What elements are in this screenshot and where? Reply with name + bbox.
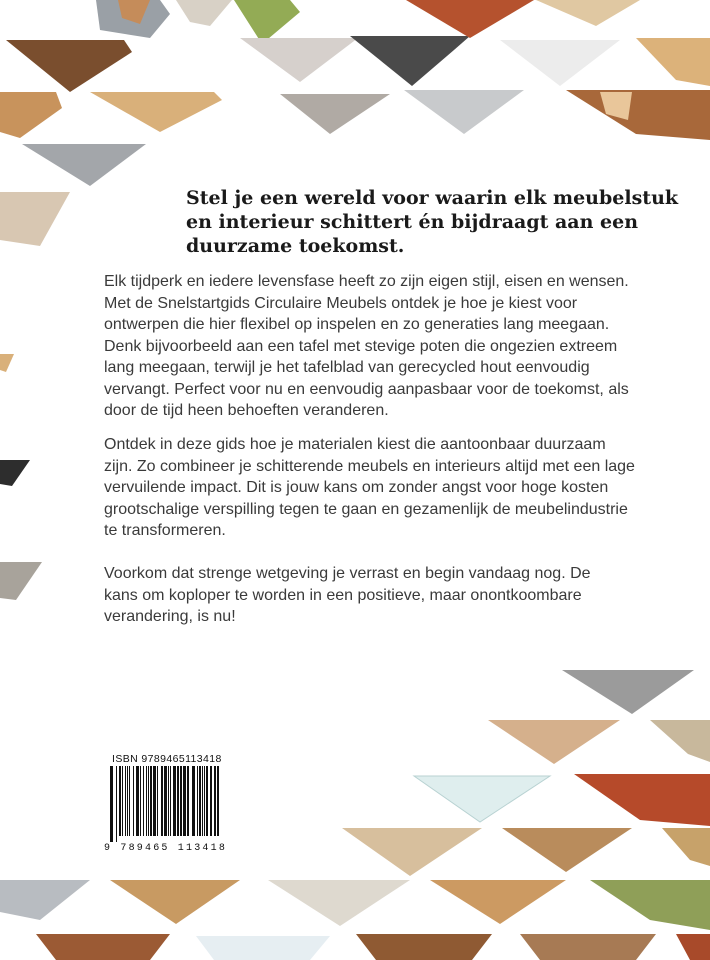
barcode-bar: [177, 766, 179, 836]
mixed-wood-tile: [566, 90, 710, 140]
oak-tile: [536, 0, 640, 26]
beige-stone-tile: [176, 0, 232, 26]
barcode-bar: [153, 766, 156, 836]
glass-bottom-tile: [196, 936, 330, 960]
cork-lower-tile: [662, 828, 710, 866]
barcode-bar: [119, 766, 121, 836]
birch-lower-tile: [430, 880, 566, 924]
wood-edge-tile: [0, 354, 14, 372]
paragraph-line: zijn. Zo combineer je schitterende meubels en interieurs altijd met een lage: [104, 457, 635, 475]
lead-statement: [186, 186, 696, 258]
paragraph-line: Voorkom dat strenge wetgeving je verrast en begin vandaag nog. De: [104, 565, 591, 582]
barcode-bar: [217, 766, 219, 836]
body-paragraph-2: [104, 434, 635, 542]
barcode-bar: [161, 766, 163, 836]
red-bottom-tile: [676, 934, 710, 960]
lead-line: en interieur schittert én bijdraagt aan een: [186, 211, 639, 233]
barcode-bar: [127, 766, 128, 836]
felt-tile: [280, 94, 390, 134]
paragraph-line: Met de Snelstartgids Circulaire Meubels ontdek je hoe je kiest voor: [104, 294, 578, 312]
barcode-bar: [122, 766, 123, 836]
grass-fiber-tile: [590, 880, 710, 930]
white-laminate-tile: [500, 40, 620, 86]
paragraph-line: grootschalige verspilling tegen te gaan en gezamenlijk de meubelindustrie: [104, 500, 628, 518]
barcode-bar: [129, 766, 130, 836]
barcode-bar: [202, 766, 203, 836]
beige-laminate-tile: [268, 880, 410, 926]
red-cedar-lower-tile: [574, 774, 710, 826]
brushed-metal-tile: [404, 90, 524, 134]
cork-corner-tile: [650, 720, 710, 762]
barcode-bar: [164, 766, 167, 836]
barcode-bar: [180, 766, 182, 836]
paragraph-line: vervuilende impact. Dit is jouw kans om zonder angst voor hoge kosten: [104, 479, 609, 496]
paragraph-line: te transformeren.: [104, 522, 226, 539]
barcode-bar: [183, 766, 186, 836]
mdf-tile: [0, 192, 70, 246]
barcode-bar: [148, 766, 149, 836]
mdf-lower-tile: [502, 828, 632, 872]
barcode-bar: [192, 766, 195, 836]
chipboard-tile: [342, 828, 482, 876]
wood-mix-bottom-tile: [36, 934, 170, 960]
barcode-bar: [110, 766, 113, 842]
cork-tile: [0, 92, 62, 138]
barcode-bar: [204, 766, 205, 836]
barcode-bar: [170, 766, 171, 836]
walnut-bottom-tile: [356, 934, 492, 960]
barcode-bar: [146, 766, 147, 836]
dark-stone-edge-tile: [0, 460, 30, 486]
paragraph-line: lang meegaan, terwijl je het tafelblad van gerecycled hout eenvoudig: [104, 359, 590, 376]
barcode-bar: [140, 766, 141, 836]
paragraph-line: Denk bijvoorbeeld aan een tafel met stevige poten die ongezien extreem: [104, 337, 618, 355]
plywood-tile: [636, 38, 710, 86]
barcode-bars: [110, 766, 220, 842]
body-paragraph-3: [104, 563, 624, 628]
paragraph-line: ontwerpen die hier flexibel op inspelen en zo generaties lang meegaan.: [104, 316, 610, 333]
granite-tile: [350, 36, 470, 86]
bottom-right-swatches: [342, 670, 710, 876]
paragraph-line: vervangt. Perfect voor nu en eenvoudig aanpasbaar voor de toekomst, als: [104, 380, 629, 398]
barcode-bar: [187, 766, 189, 836]
birch-tile: [90, 92, 222, 132]
paragraph-line: verandering, is nu!: [104, 608, 236, 625]
barcode-bar: [136, 766, 139, 836]
barcode-bar: [214, 766, 216, 836]
barcode-bar: [206, 766, 208, 836]
barcode-bar: [168, 766, 169, 836]
barcode-bar: [197, 766, 198, 836]
barcode-bar: [150, 766, 152, 836]
green-laminate-tile: [234, 0, 300, 44]
body-paragraph-1: [104, 271, 629, 422]
isbn-digits: 9 789465 113418: [104, 843, 228, 854]
bottom-row-swatches: [0, 880, 710, 960]
barcode-bar: [125, 766, 126, 836]
slatted-bottom-tile: [520, 934, 656, 960]
lead-line: duurzame toekomst.: [186, 235, 405, 257]
aluminium-tile: [22, 144, 146, 186]
isbn-label: ISBN 9789465113418: [112, 753, 222, 765]
barcode-bar: [173, 766, 176, 836]
barcode-bar: [210, 766, 212, 836]
barcode-bar: [143, 766, 144, 836]
lead-line: Stel je een wereld voor waarin elk meubelstuk: [186, 187, 679, 209]
plywood-edge-tile: [488, 720, 620, 764]
walnut-wood-tile: [6, 40, 132, 92]
aluminium-lower-tile: [0, 880, 90, 920]
oak-lower-tile: [110, 880, 240, 924]
paragraph-line: Elk tijdperk en iedere levensfase heeft zo zijn eigen stijl, eisen en wensen.: [104, 273, 629, 290]
barcode-bar: [199, 766, 201, 836]
barcode-bar: [157, 766, 158, 836]
paragraph-line: Ontdek in deze gids hoe je materialen kiest die aantoonbaar duurzaam: [104, 436, 606, 453]
paragraph-line: kans om koploper te worden in een positieve, maar onontkoombare: [104, 586, 582, 604]
barcode-bar: [116, 766, 117, 842]
barcode-bar: [133, 766, 134, 836]
left-edge-swatches: [0, 354, 42, 600]
glass-tile: [414, 776, 550, 822]
red-cedar-tile: [406, 0, 534, 38]
grey-felt-tile: [562, 670, 694, 714]
paragraph-line: door de tijd heen behoeften veranderen.: [104, 402, 389, 419]
terrazzo-tile: [240, 38, 358, 82]
wood-accent-tile: [600, 92, 632, 120]
felt-edge-tile: [0, 562, 42, 600]
